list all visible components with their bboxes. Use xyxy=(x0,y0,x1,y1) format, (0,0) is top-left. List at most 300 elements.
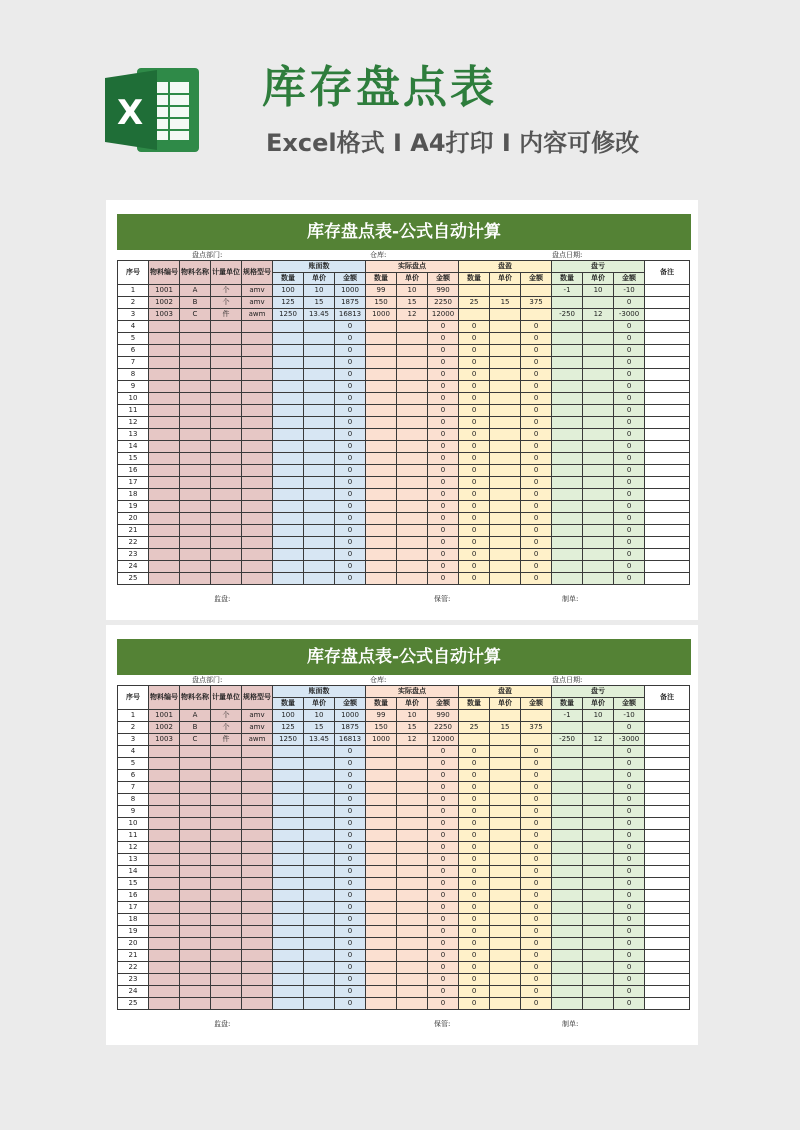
table-cell[interactable]: 0 xyxy=(521,561,552,573)
table-cell[interactable] xyxy=(180,393,211,405)
table-cell[interactable] xyxy=(490,321,521,333)
table-cell[interactable] xyxy=(273,746,304,758)
table-cell[interactable] xyxy=(645,537,690,549)
table-cell[interactable]: 16 xyxy=(118,890,149,902)
table-cell[interactable] xyxy=(242,573,273,585)
table-cell[interactable] xyxy=(583,549,614,561)
table-cell[interactable] xyxy=(397,525,428,537)
table-cell[interactable] xyxy=(149,974,180,986)
table-cell[interactable]: 0 xyxy=(428,914,459,926)
table-cell[interactable]: 13.45 xyxy=(304,734,335,746)
table-cell[interactable]: 1 xyxy=(118,285,149,297)
table-cell[interactable] xyxy=(552,962,583,974)
table-cell[interactable] xyxy=(211,549,242,561)
table-cell[interactable] xyxy=(397,345,428,357)
table-cell[interactable]: 0 xyxy=(335,998,366,1010)
table-cell[interactable] xyxy=(180,345,211,357)
table-cell[interactable] xyxy=(366,746,397,758)
table-cell[interactable]: 0 xyxy=(521,866,552,878)
table-cell[interactable] xyxy=(397,501,428,513)
table-cell[interactable] xyxy=(273,453,304,465)
table-cell[interactable] xyxy=(397,465,428,477)
table-cell[interactable] xyxy=(273,429,304,441)
table-cell[interactable] xyxy=(645,782,690,794)
table-cell[interactable]: -1 xyxy=(552,710,583,722)
table-cell[interactable]: 0 xyxy=(428,513,459,525)
table-cell[interactable]: 0 xyxy=(459,914,490,926)
table-cell[interactable] xyxy=(180,441,211,453)
table-cell[interactable] xyxy=(180,974,211,986)
table-cell[interactable] xyxy=(149,501,180,513)
table-cell[interactable]: 0 xyxy=(335,950,366,962)
table-cell[interactable]: 17 xyxy=(118,902,149,914)
table-cell[interactable] xyxy=(180,902,211,914)
table-cell[interactable] xyxy=(583,746,614,758)
table-cell[interactable] xyxy=(490,770,521,782)
table-cell[interactable]: 0 xyxy=(335,573,366,585)
table-cell[interactable]: 99 xyxy=(366,710,397,722)
table-cell[interactable] xyxy=(490,309,521,321)
table-cell[interactable]: 0 xyxy=(428,561,459,573)
table-cell[interactable]: 100 xyxy=(273,285,304,297)
table-cell[interactable] xyxy=(366,986,397,998)
table-cell[interactable] xyxy=(211,986,242,998)
table-cell[interactable] xyxy=(490,465,521,477)
table-cell[interactable]: 12 xyxy=(397,309,428,321)
table-cell[interactable]: 0 xyxy=(335,830,366,842)
table-cell[interactable]: 0 xyxy=(459,549,490,561)
table-cell[interactable]: 0 xyxy=(459,465,490,477)
table-cell[interactable] xyxy=(552,465,583,477)
table-cell[interactable] xyxy=(149,902,180,914)
table-cell[interactable] xyxy=(366,333,397,345)
table-cell[interactable]: 0 xyxy=(459,333,490,345)
table-cell[interactable]: 99 xyxy=(366,285,397,297)
table-cell[interactable]: 15 xyxy=(397,722,428,734)
table-cell[interactable] xyxy=(397,561,428,573)
table-cell[interactable] xyxy=(490,866,521,878)
table-cell[interactable] xyxy=(490,746,521,758)
table-cell[interactable] xyxy=(366,830,397,842)
table-cell[interactable] xyxy=(180,525,211,537)
table-cell[interactable]: 0 xyxy=(459,477,490,489)
table-cell[interactable] xyxy=(645,926,690,938)
table-cell[interactable] xyxy=(211,794,242,806)
table-cell[interactable] xyxy=(180,537,211,549)
table-cell[interactable] xyxy=(273,770,304,782)
table-cell[interactable]: 0 xyxy=(521,525,552,537)
table-cell[interactable] xyxy=(583,321,614,333)
table-cell[interactable]: 21 xyxy=(118,525,149,537)
table-cell[interactable]: 0 xyxy=(459,345,490,357)
table-cell[interactable] xyxy=(490,537,521,549)
table-cell[interactable] xyxy=(180,513,211,525)
table-cell[interactable] xyxy=(304,321,335,333)
table-cell[interactable] xyxy=(242,974,273,986)
table-cell[interactable] xyxy=(149,926,180,938)
table-cell[interactable]: 0 xyxy=(459,746,490,758)
table-cell[interactable] xyxy=(242,501,273,513)
table-cell[interactable] xyxy=(180,357,211,369)
table-cell[interactable] xyxy=(242,962,273,974)
table-cell[interactable]: 0 xyxy=(614,357,645,369)
table-cell[interactable]: 0 xyxy=(335,914,366,926)
table-cell[interactable]: 0 xyxy=(335,938,366,950)
table-cell[interactable] xyxy=(490,914,521,926)
table-cell[interactable] xyxy=(211,830,242,842)
table-cell[interactable] xyxy=(273,501,304,513)
table-cell[interactable]: 0 xyxy=(521,477,552,489)
table-cell[interactable] xyxy=(521,309,552,321)
table-cell[interactable] xyxy=(583,794,614,806)
table-cell[interactable]: 2250 xyxy=(428,297,459,309)
table-cell[interactable] xyxy=(242,998,273,1010)
table-cell[interactable] xyxy=(583,477,614,489)
table-cell[interactable] xyxy=(304,914,335,926)
table-cell[interactable] xyxy=(583,818,614,830)
table-cell[interactable] xyxy=(366,794,397,806)
table-cell[interactable] xyxy=(242,926,273,938)
table-cell[interactable] xyxy=(211,902,242,914)
table-cell[interactable] xyxy=(366,938,397,950)
table-cell[interactable] xyxy=(211,818,242,830)
table-cell[interactable] xyxy=(552,501,583,513)
table-cell[interactable]: 0 xyxy=(428,746,459,758)
table-cell[interactable] xyxy=(552,854,583,866)
table-cell[interactable] xyxy=(397,938,428,950)
table-cell[interactable] xyxy=(583,950,614,962)
table-cell[interactable]: 22 xyxy=(118,962,149,974)
table-cell[interactable]: 2 xyxy=(118,722,149,734)
table-cell[interactable] xyxy=(211,429,242,441)
table-cell[interactable]: 0 xyxy=(614,465,645,477)
table-cell[interactable] xyxy=(366,357,397,369)
table-cell[interactable]: 0 xyxy=(428,381,459,393)
table-cell[interactable] xyxy=(180,986,211,998)
table-cell[interactable] xyxy=(552,369,583,381)
table-cell[interactable] xyxy=(397,393,428,405)
table-cell[interactable] xyxy=(211,393,242,405)
table-cell[interactable]: 12000 xyxy=(428,309,459,321)
table-cell[interactable] xyxy=(242,393,273,405)
table-cell[interactable] xyxy=(583,806,614,818)
table-cell[interactable] xyxy=(211,405,242,417)
table-cell[interactable] xyxy=(366,441,397,453)
table-cell[interactable] xyxy=(273,417,304,429)
table-cell[interactable] xyxy=(242,782,273,794)
table-cell[interactable] xyxy=(397,974,428,986)
table-cell[interactable] xyxy=(242,429,273,441)
table-cell[interactable] xyxy=(180,962,211,974)
table-cell[interactable]: 0 xyxy=(335,333,366,345)
table-cell[interactable]: 0 xyxy=(459,489,490,501)
table-cell[interactable]: 0 xyxy=(614,369,645,381)
table-cell[interactable] xyxy=(552,525,583,537)
table-cell[interactable]: 0 xyxy=(335,513,366,525)
table-cell[interactable] xyxy=(180,501,211,513)
table-cell[interactable] xyxy=(211,333,242,345)
table-cell[interactable]: 0 xyxy=(335,405,366,417)
table-cell[interactable]: 0 xyxy=(459,501,490,513)
table-cell[interactable] xyxy=(242,746,273,758)
table-cell[interactable]: 0 xyxy=(459,573,490,585)
table-cell[interactable] xyxy=(552,381,583,393)
table-cell[interactable] xyxy=(583,357,614,369)
table-cell[interactable] xyxy=(552,453,583,465)
table-cell[interactable] xyxy=(304,501,335,513)
table-cell[interactable] xyxy=(149,513,180,525)
table-cell[interactable]: 0 xyxy=(614,854,645,866)
table-cell[interactable] xyxy=(149,477,180,489)
table-cell[interactable] xyxy=(645,561,690,573)
table-cell[interactable] xyxy=(211,573,242,585)
table-cell[interactable]: 0 xyxy=(335,525,366,537)
table-cell[interactable] xyxy=(397,866,428,878)
table-cell[interactable]: 0 xyxy=(614,962,645,974)
table-cell[interactable] xyxy=(366,345,397,357)
table-cell[interactable] xyxy=(552,477,583,489)
table-cell[interactable]: 0 xyxy=(459,441,490,453)
table-cell[interactable] xyxy=(180,453,211,465)
table-cell[interactable] xyxy=(459,710,490,722)
table-cell[interactable] xyxy=(366,974,397,986)
table-cell[interactable] xyxy=(490,333,521,345)
table-cell[interactable]: amv xyxy=(242,722,273,734)
table-cell[interactable] xyxy=(149,381,180,393)
table-cell[interactable]: 0 xyxy=(614,746,645,758)
table-cell[interactable]: 0 xyxy=(459,986,490,998)
table-cell[interactable] xyxy=(490,357,521,369)
table-cell[interactable]: 0 xyxy=(428,950,459,962)
table-cell[interactable] xyxy=(273,561,304,573)
table-cell[interactable]: 0 xyxy=(614,782,645,794)
table-cell[interactable]: 8 xyxy=(118,794,149,806)
table-cell[interactable] xyxy=(180,405,211,417)
table-cell[interactable] xyxy=(211,998,242,1010)
table-cell[interactable]: 7 xyxy=(118,782,149,794)
table-cell[interactable] xyxy=(583,489,614,501)
table-cell[interactable]: 0 xyxy=(521,453,552,465)
table-cell[interactable] xyxy=(304,986,335,998)
table-cell[interactable]: 22 xyxy=(118,537,149,549)
table-cell[interactable] xyxy=(149,830,180,842)
table-cell[interactable] xyxy=(583,573,614,585)
table-cell[interactable] xyxy=(490,782,521,794)
table-cell[interactable] xyxy=(583,561,614,573)
table-cell[interactable]: 0 xyxy=(428,501,459,513)
table-cell[interactable]: B xyxy=(180,297,211,309)
table-cell[interactable]: 0 xyxy=(614,758,645,770)
table-cell[interactable] xyxy=(583,513,614,525)
table-cell[interactable]: 1003 xyxy=(149,309,180,321)
table-cell[interactable]: 0 xyxy=(428,818,459,830)
table-cell[interactable] xyxy=(490,842,521,854)
table-cell[interactable] xyxy=(366,417,397,429)
table-cell[interactable]: 0 xyxy=(521,986,552,998)
table-cell[interactable]: -10 xyxy=(614,285,645,297)
table-cell[interactable]: 1000 xyxy=(366,309,397,321)
table-cell[interactable]: 15 xyxy=(118,453,149,465)
table-cell[interactable] xyxy=(304,345,335,357)
table-cell[interactable] xyxy=(583,429,614,441)
table-cell[interactable]: 990 xyxy=(428,285,459,297)
table-cell[interactable] xyxy=(490,854,521,866)
table-cell[interactable] xyxy=(304,525,335,537)
table-cell[interactable] xyxy=(490,561,521,573)
table-cell[interactable] xyxy=(552,818,583,830)
table-cell[interactable] xyxy=(242,878,273,890)
table-cell[interactable] xyxy=(645,794,690,806)
table-cell[interactable]: 个 xyxy=(211,285,242,297)
table-cell[interactable] xyxy=(645,309,690,321)
table-cell[interactable] xyxy=(645,477,690,489)
table-cell[interactable] xyxy=(304,842,335,854)
table-cell[interactable] xyxy=(273,842,304,854)
table-cell[interactable]: 0 xyxy=(335,926,366,938)
table-cell[interactable]: 0 xyxy=(428,890,459,902)
table-cell[interactable]: 0 xyxy=(335,561,366,573)
table-cell[interactable] xyxy=(180,854,211,866)
table-cell[interactable] xyxy=(149,998,180,1010)
table-cell[interactable] xyxy=(273,758,304,770)
table-cell[interactable] xyxy=(490,794,521,806)
table-cell[interactable] xyxy=(273,513,304,525)
table-cell[interactable] xyxy=(242,866,273,878)
table-cell[interactable] xyxy=(242,561,273,573)
table-cell[interactable] xyxy=(366,405,397,417)
table-cell[interactable] xyxy=(552,926,583,938)
table-cell[interactable]: 4 xyxy=(118,321,149,333)
table-cell[interactable]: 0 xyxy=(428,321,459,333)
table-cell[interactable]: 0 xyxy=(428,405,459,417)
table-cell[interactable] xyxy=(645,525,690,537)
table-cell[interactable]: 12 xyxy=(118,842,149,854)
table-cell[interactable] xyxy=(304,818,335,830)
table-cell[interactable]: 10 xyxy=(118,818,149,830)
table-cell[interactable] xyxy=(149,842,180,854)
table-cell[interactable] xyxy=(211,782,242,794)
table-cell[interactable]: 125 xyxy=(273,297,304,309)
table-cell[interactable] xyxy=(397,770,428,782)
table-cell[interactable]: 0 xyxy=(521,878,552,890)
table-cell[interactable] xyxy=(304,878,335,890)
table-cell[interactable] xyxy=(552,393,583,405)
table-cell[interactable] xyxy=(180,381,211,393)
table-cell[interactable]: 0 xyxy=(614,525,645,537)
table-cell[interactable] xyxy=(552,345,583,357)
table-cell[interactable] xyxy=(552,794,583,806)
table-cell[interactable]: 150 xyxy=(366,297,397,309)
table-cell[interactable]: 12 xyxy=(583,734,614,746)
table-cell[interactable] xyxy=(366,890,397,902)
table-cell[interactable] xyxy=(180,794,211,806)
table-cell[interactable]: 0 xyxy=(335,770,366,782)
table-cell[interactable] xyxy=(304,854,335,866)
table-cell[interactable] xyxy=(149,453,180,465)
table-cell[interactable] xyxy=(397,369,428,381)
table-cell[interactable]: 0 xyxy=(614,489,645,501)
table-cell[interactable]: 0 xyxy=(614,770,645,782)
table-cell[interactable]: 20 xyxy=(118,938,149,950)
table-cell[interactable] xyxy=(552,489,583,501)
table-cell[interactable]: 0 xyxy=(428,842,459,854)
table-cell[interactable] xyxy=(149,321,180,333)
table-cell[interactable] xyxy=(304,974,335,986)
table-cell[interactable] xyxy=(304,333,335,345)
table-cell[interactable]: 15 xyxy=(118,878,149,890)
table-cell[interactable] xyxy=(583,333,614,345)
table-cell[interactable] xyxy=(552,549,583,561)
table-cell[interactable] xyxy=(242,537,273,549)
table-cell[interactable] xyxy=(645,501,690,513)
table-cell[interactable] xyxy=(490,818,521,830)
table-cell[interactable] xyxy=(490,806,521,818)
table-cell[interactable] xyxy=(273,890,304,902)
table-cell[interactable]: 15 xyxy=(397,297,428,309)
table-cell[interactable] xyxy=(645,890,690,902)
table-cell[interactable]: 19 xyxy=(118,501,149,513)
table-cell[interactable]: 0 xyxy=(428,866,459,878)
table-cell[interactable] xyxy=(645,297,690,309)
table-cell[interactable] xyxy=(583,902,614,914)
table-cell[interactable]: 0 xyxy=(335,537,366,549)
table-cell[interactable] xyxy=(180,573,211,585)
table-cell[interactable]: 0 xyxy=(335,441,366,453)
table-cell[interactable] xyxy=(397,453,428,465)
table-cell[interactable]: 3 xyxy=(118,734,149,746)
table-cell[interactable] xyxy=(645,453,690,465)
table-cell[interactable]: A xyxy=(180,710,211,722)
table-cell[interactable]: 0 xyxy=(428,962,459,974)
table-cell[interactable] xyxy=(366,573,397,585)
table-cell[interactable] xyxy=(366,842,397,854)
table-cell[interactable]: 16813 xyxy=(335,734,366,746)
table-cell[interactable]: 10 xyxy=(304,710,335,722)
table-cell[interactable]: 2250 xyxy=(428,722,459,734)
table-cell[interactable]: 0 xyxy=(614,561,645,573)
table-cell[interactable] xyxy=(149,417,180,429)
table-cell[interactable] xyxy=(149,369,180,381)
table-cell[interactable] xyxy=(645,830,690,842)
table-cell[interactable] xyxy=(211,537,242,549)
table-cell[interactable] xyxy=(149,746,180,758)
table-cell[interactable] xyxy=(552,902,583,914)
table-cell[interactable]: 0 xyxy=(614,986,645,998)
table-cell[interactable] xyxy=(149,806,180,818)
table-cell[interactable] xyxy=(552,974,583,986)
table-cell[interactable]: 0 xyxy=(428,770,459,782)
table-cell[interactable]: 0 xyxy=(459,429,490,441)
table-cell[interactable]: 0 xyxy=(614,453,645,465)
table-cell[interactable] xyxy=(149,938,180,950)
table-cell[interactable]: 0 xyxy=(521,441,552,453)
table-cell[interactable]: 5 xyxy=(118,758,149,770)
table-cell[interactable]: 10 xyxy=(118,393,149,405)
table-cell[interactable] xyxy=(583,758,614,770)
table-cell[interactable]: 0 xyxy=(521,746,552,758)
table-cell[interactable]: 0 xyxy=(521,573,552,585)
table-cell[interactable] xyxy=(552,842,583,854)
table-cell[interactable]: 个 xyxy=(211,710,242,722)
table-cell[interactable] xyxy=(304,453,335,465)
table-cell[interactable] xyxy=(242,770,273,782)
table-cell[interactable] xyxy=(242,345,273,357)
table-cell[interactable] xyxy=(490,974,521,986)
table-cell[interactable] xyxy=(304,381,335,393)
table-cell[interactable]: 0 xyxy=(521,513,552,525)
table-cell[interactable] xyxy=(304,890,335,902)
table-cell[interactable] xyxy=(273,381,304,393)
